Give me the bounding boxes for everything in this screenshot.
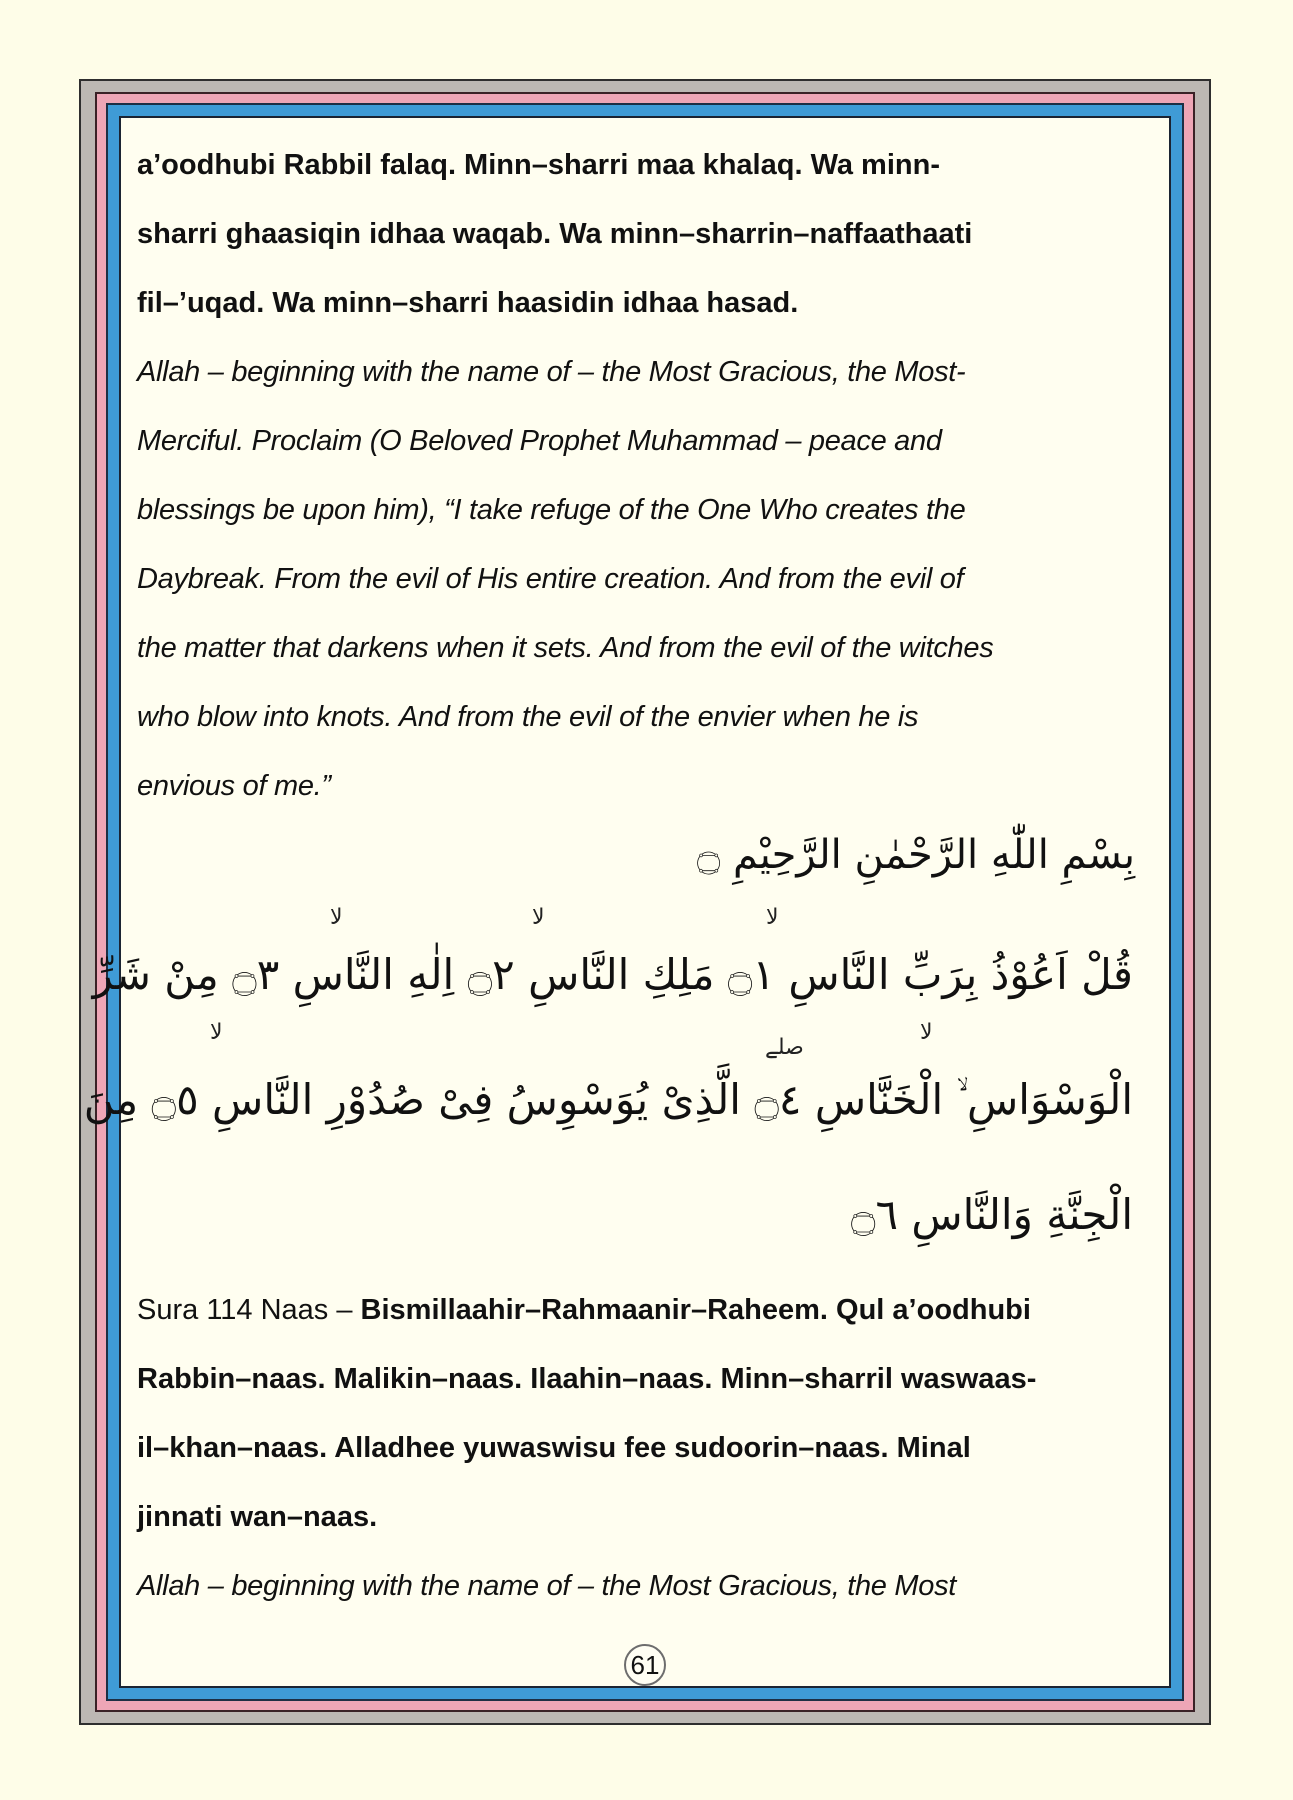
arabic-verse-line: قُلْ اَعُوْذُ بِرَبِّ النَّاسِ ۝١ مَلِكِ النَّاسِ ۝٢ اِلٰهِ النَّاسِ ۝٣ مِنْ شَرِّ xyxy=(92,950,1133,999)
sura-heading: Sura 114 Naas – xyxy=(137,1294,361,1326)
transliteration-line: fil–’uqad. Wa minn–sharri haasidin idhaa hasad. xyxy=(137,287,799,319)
sura-113-section xyxy=(137,145,1157,835)
transliteration-line: jinnati wan–naas. xyxy=(137,1501,378,1533)
translation-line: Allah – beginning with the name of – the Most Gracious, the Most xyxy=(137,1570,957,1602)
transliteration-line: sharri ghaasiqin idhaa waqab. Wa minn–sharrin–naffaathaati xyxy=(137,218,973,250)
translation-line: Allah – beginning with the name of – the Most Gracious, the Most- xyxy=(137,356,966,388)
pause-mark: لا xyxy=(766,905,779,930)
translation-line: blessings be upon him), “I take refuge of the One Who creates the xyxy=(137,494,966,526)
transliteration-line xyxy=(137,1290,1157,1359)
pause-mark: لا xyxy=(532,905,545,930)
arabic-verse-line: الْوَسْوَاسِ ۙ الْخَنَّاسِ ۝٤ الَّذِىْ يُوَسْوِسُ فِىْ صُدُوْرِ النَّاسِ ۝٥ مِنَ xyxy=(83,1075,1133,1124)
transliteration-line: il–khan–naas. Alladhee yuwaswisu fee sudoorin–naas. Minal xyxy=(137,1432,971,1464)
transliteration-text: Bismillaahir–Rahmaanir–Raheem. Qul a’oodhubi xyxy=(360,1294,1031,1326)
translation-line: envious of me.” xyxy=(137,770,331,802)
transliteration-line: Rabbin–naas. Malikin–naas. Ilaahin–naas. Minn–sharril waswaas- xyxy=(137,1363,1037,1395)
page-number: 61 xyxy=(624,1644,666,1686)
pause-mark: لا xyxy=(210,1020,223,1045)
transliteration-line: a’oodhubi Rabbil falaq. Minn–sharri maa khalaq. Wa minn- xyxy=(137,149,940,181)
translation-line: who blow into knots. And from the evil of the envier when he is xyxy=(137,701,919,733)
sura-114-section xyxy=(137,1290,1157,1635)
translation-line: the matter that darkens when it sets. And from the evil of the witches xyxy=(137,632,994,664)
pause-mark: لا xyxy=(920,1020,933,1045)
pause-mark: لا xyxy=(330,905,343,930)
arabic-bismillah: بِسْمِ اللّٰهِ الرَّحْمٰنِ الرَّحِيْمِ ۝ xyxy=(696,832,1135,878)
arabic-verse-line: الْجِنَّةِ وَالنَّاسِ ۝٦ xyxy=(850,1190,1133,1239)
pause-mark-sala: صلے xyxy=(765,1035,804,1060)
translation-line: Merciful. Proclaim (O Beloved Prophet Muhammad – peace and xyxy=(137,425,942,457)
translation-line: Daybreak. From the evil of His entire creation. And from the evil of xyxy=(137,563,964,595)
